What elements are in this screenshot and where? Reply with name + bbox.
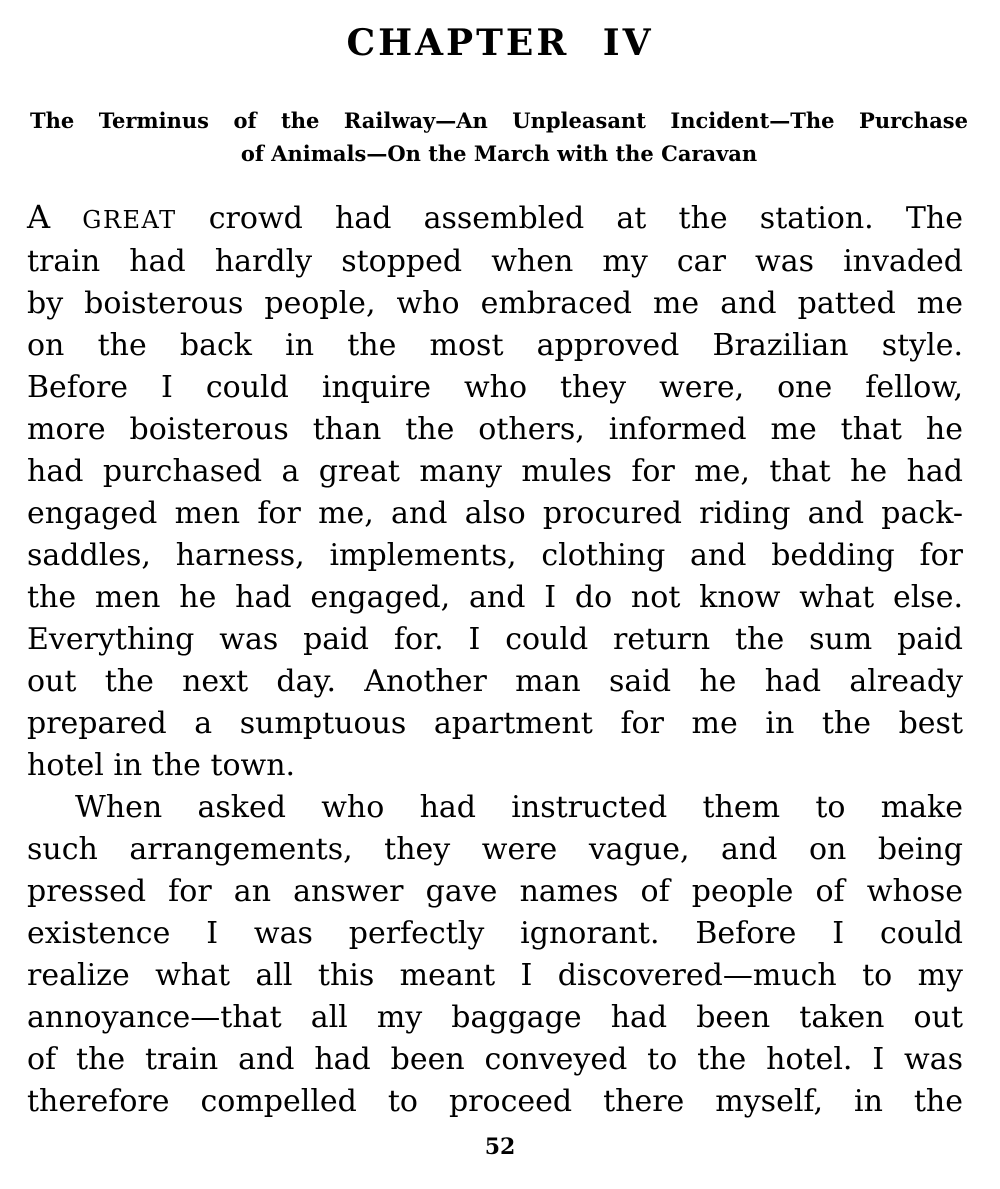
page-number: 52 — [484, 1134, 516, 1160]
paragraph-lead-cap: A — [27, 198, 51, 236]
chapter-subtitle — [30, 104, 968, 170]
text-line: realize what all this meant I discovered—much to my — [27, 958, 963, 993]
text-line: on the back in the most approved Brazilian style. — [27, 328, 963, 363]
text-line: existence I was perfectly ignorant. Before I could — [27, 916, 963, 951]
text-line: such arrangements, they were vague, and on being — [27, 832, 963, 867]
text-line: train had hardly stopped when my car was invaded — [27, 244, 963, 279]
text-line: the men he had engaged, and I do not know what else. — [27, 580, 963, 615]
text-line: prepared a sumptuous apartment for me in the best — [27, 706, 963, 741]
text-line: out the next day. Another man said he had already — [27, 664, 963, 699]
text-line: of the train and had been conveyed to the hotel. I was — [27, 1042, 963, 1077]
text-line: hotel in the town. — [27, 748, 296, 783]
text-line: therefore compelled to proceed there myself, in the — [27, 1084, 963, 1119]
body-text — [27, 196, 963, 1123]
text-line: Everything was paid for. I could return the sum paid — [27, 622, 963, 657]
text-line: Before I could inquire who they were, one fellow, — [27, 370, 963, 405]
text-line — [27, 196, 963, 241]
paragraph-smallcaps-word: GREAT — [82, 206, 177, 234]
text-line: by boisterous people, who embraced me and patted me — [27, 286, 963, 321]
chapter-subtitle-line-2: of Animals—On the March with the Caravan — [240, 141, 758, 166]
paragraph-first-line-rest: crowd had assembled at the station. The — [208, 201, 963, 236]
text-line: annoyance—that all my baggage had been taken out — [27, 1000, 963, 1035]
text-line: had purchased a great many mules for me, that he had — [27, 454, 963, 489]
text-line: When asked who had instructed them to make — [75, 790, 963, 825]
chapter-subtitle-line-1: The Terminus of the Railway—An Unpleasant Incident—The Purchase — [30, 108, 968, 133]
text-line: engaged men for me, and also procured riding and pack- — [27, 496, 963, 531]
text-line: more boisterous than the others, informed me that he — [27, 412, 963, 447]
text-line: pressed for an answer gave names of people of whose — [27, 874, 963, 909]
chapter-heading: CHAPTER IV — [346, 22, 654, 64]
text-line: saddles, harness, implements, clothing and bedding for — [27, 538, 963, 573]
